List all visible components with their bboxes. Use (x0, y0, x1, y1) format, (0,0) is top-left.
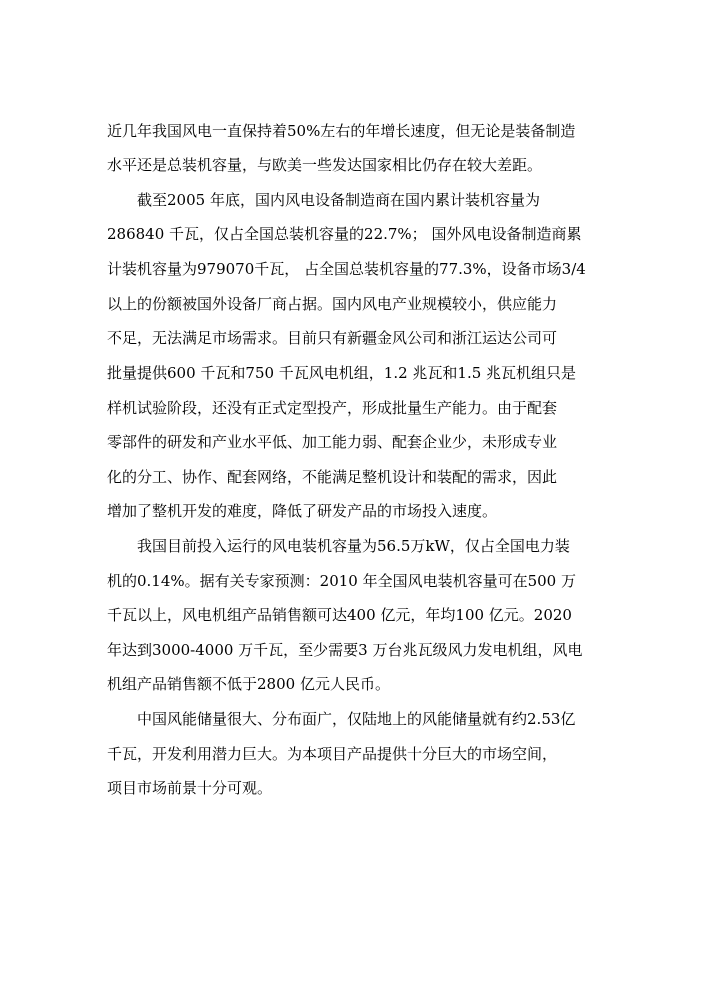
paragraph-2-line-5: 不足，无法满足市场需求。目前只有新疆金风公司和浙江运达公司可 (107, 329, 558, 347)
paragraph-2-line-4: 以上的份额被国外设备厂商占据。国内风电产业规模较小，供应能力 (107, 295, 558, 313)
paragraph-2-line-3: 计装机容量为979070千瓦， 占全国总装机容量的77.3%，设备市场3/4 (107, 260, 586, 278)
paragraph-1-line-1: 近几年我国风电一直保持着50%左右的年增长速度，但无论是装备制造 (107, 122, 576, 140)
paragraph-2-line-2: 286840 千瓦，仅占全国总装机容量的22.7%； 国外风电设备制造商累 (107, 225, 582, 243)
paragraph-4-line-1: 中国风能储量很大、分布面广，仅陆地上的风能储量就有约2.53亿 (137, 710, 576, 728)
paragraph-2-line-8: 零部件的研发和产业水平低、加工能力弱、配套企业少，未形成专业 (107, 433, 558, 451)
paragraph-2-line-6: 批量提供600 千瓦和750 千瓦风电机组，1.2 兆瓦和1.5 兆瓦机组只是 (107, 364, 577, 382)
paragraph-3-line-1: 我国目前投入运行的风电装机容量为56.5万kW，仅占全国电力装 (137, 537, 570, 555)
paragraph-3-line-2: 机的0.14%。据有关专家预测：2010 年全国风电装机容量可在500 万 (107, 572, 576, 590)
paragraph-2-line-1: 截至2005 年底，国内风电设备制造商在国内累计装机容量为 (137, 191, 540, 209)
paragraph-2-line-9: 化的分工、协作、配套网络，不能满足整机设计和装配的需求，因此 (107, 468, 558, 486)
paragraph-4-line-2: 千瓦，开发利用潜力巨大。为本项目产品提供十分巨大的市场空间， (107, 745, 558, 763)
paragraph-3-line-4: 年达到3000-4000 万千瓦，至少需要3 万台兆瓦级风力发电机组，风电 (107, 641, 583, 659)
paragraph-1-line-2: 水平还是总装机容量，与欧美一些发达国家相比仍存在较大差距。 (107, 156, 543, 174)
paragraph-2-line-10: 增加了整机开发的难度，降低了研发产品的市场投入速度。 (107, 502, 498, 520)
paragraph-3-line-5: 机组产品销售额不低于2800 亿元人民币。 (107, 675, 390, 693)
paragraph-2-line-7: 样机试验阶段，还没有正式定型投产，形成批量生产能力。由于配套 (107, 399, 558, 417)
paragraph-3-line-3: 千瓦以上，风电机组产品销售额可达400 亿元，年均100 亿元。2020 (107, 606, 572, 624)
paragraph-4-line-3: 项目市场前景十分可观。 (107, 779, 273, 797)
